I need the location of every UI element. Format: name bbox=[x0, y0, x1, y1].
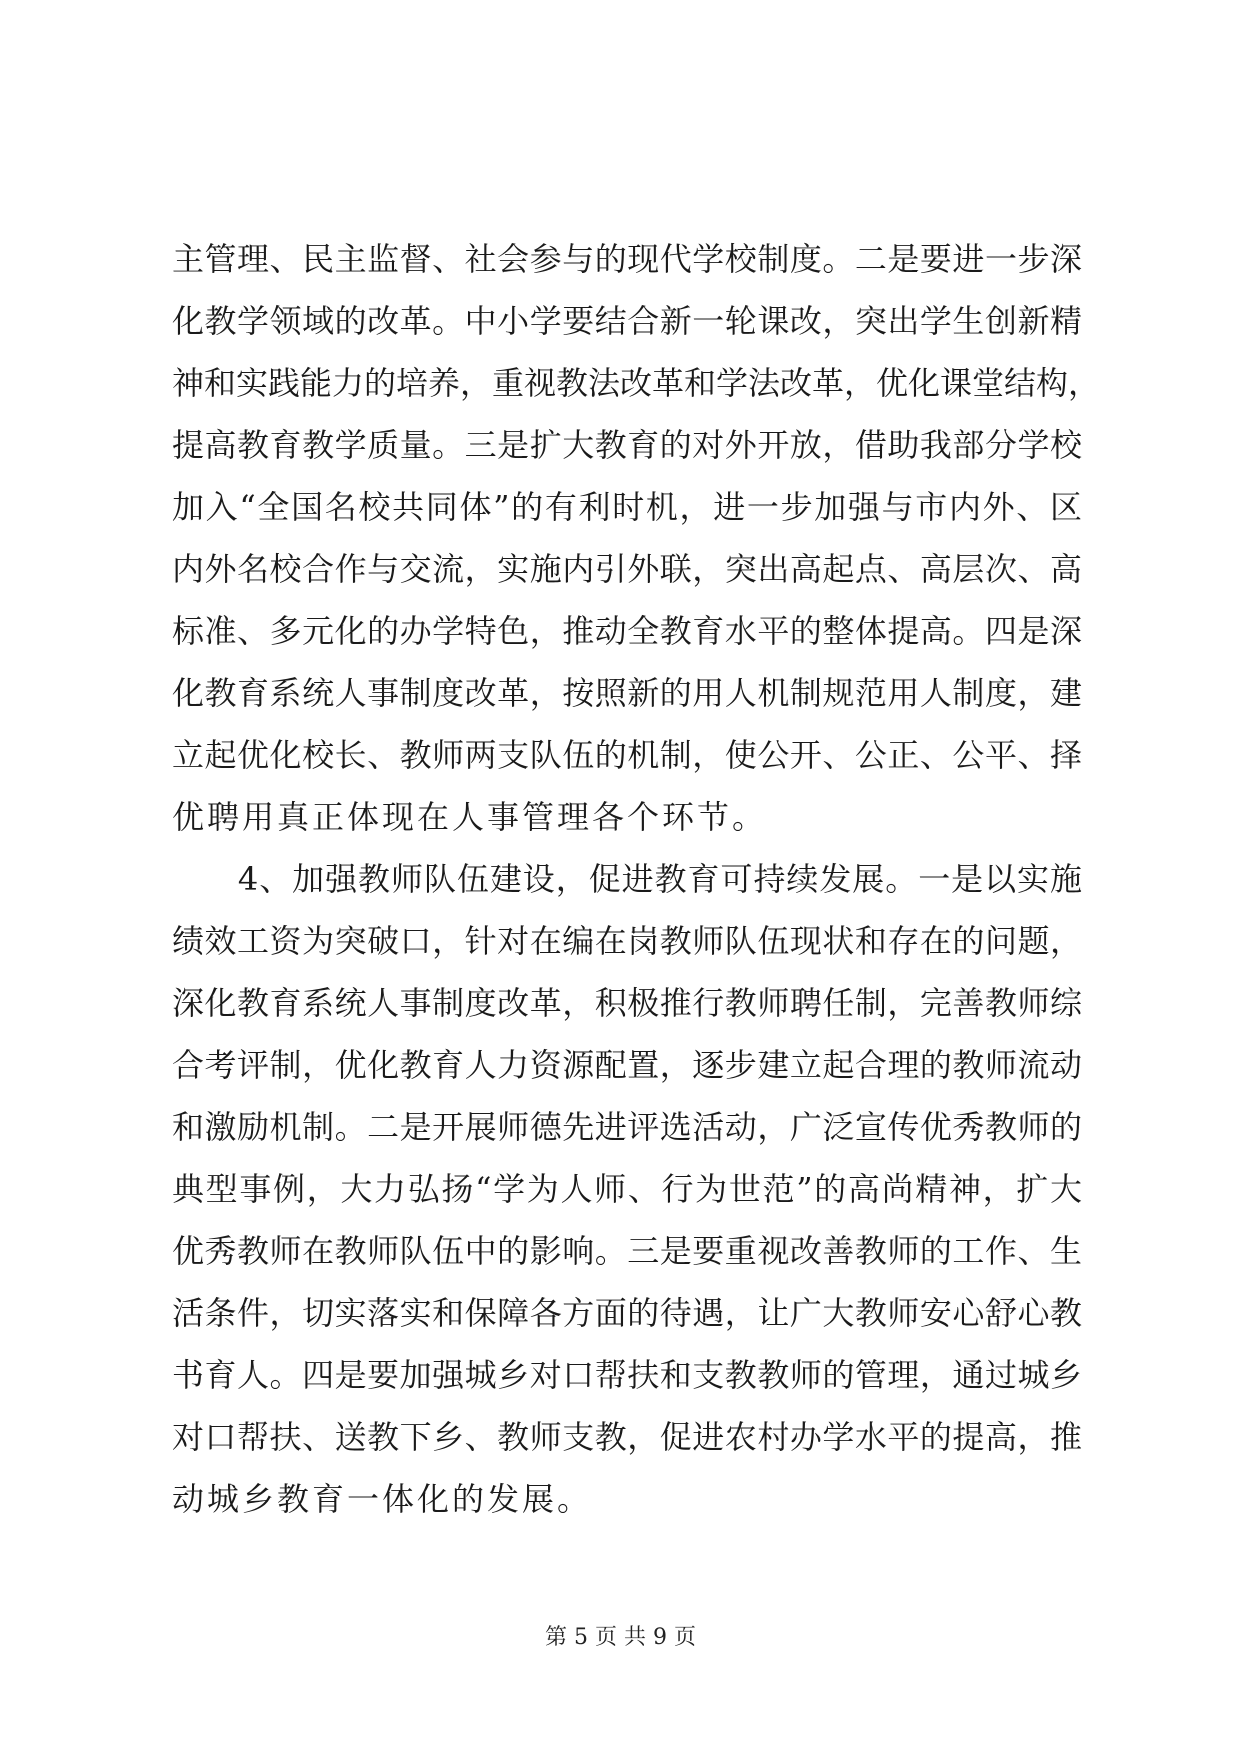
text-line: 主管理、民主监督、社会参与的现代学校制度。二是要进一步深 bbox=[172, 240, 1082, 278]
text-line: 深化教育系统人事制度改革，积极推行教师聘任制，完善教师综 bbox=[172, 984, 1082, 1022]
text-line: 提高教育教学质量。三是扩大教育的对外开放，借助我部分学校 bbox=[172, 426, 1082, 464]
text-line: 4、加强教师队伍建设，促进教育可持续发展。一是以实施 bbox=[172, 860, 1082, 898]
text-line: 优秀教师在教师队伍中的影响。三是要重视改善教师的工作、生 bbox=[172, 1232, 1082, 1270]
text-line: 化教育系统人事制度改革，按照新的用人机制规范用人制度，建 bbox=[172, 674, 1082, 712]
text-line: 化教学领域的改革。中小学要结合新一轮课改，突出学生创新精 bbox=[172, 302, 1082, 340]
text-line: 活条件，切实落实和保障各方面的待遇，让广大教师安心舒心教 bbox=[172, 1294, 1082, 1332]
text-line: 对口帮扶、送教下乡、教师支教，促进农村办学水平的提高，推 bbox=[172, 1418, 1082, 1456]
text-line: 加入“全国名校共同体”的有利时机，进一步加强与市内外、区 bbox=[172, 488, 1082, 526]
text-line: 动城乡教育一体化的发展。 bbox=[172, 1480, 593, 1518]
document-body bbox=[172, 228, 1101, 1530]
paragraph-1 bbox=[172, 228, 1101, 848]
text-line: 立起优化校长、教师两支队伍的机制，使公开、公正、公平、择 bbox=[172, 736, 1082, 774]
text-line: 典型事例，大力弘扬“学为人师、行为世范”的高尚精神，扩大 bbox=[172, 1170, 1082, 1208]
text-line: 内外名校合作与交流，实施内引外联，突出高起点、高层次、高 bbox=[172, 550, 1082, 588]
text-line: 神和实践能力的培养，重视教法改革和学法改革，优化课堂结构， bbox=[172, 364, 1101, 402]
text-line: 书育人。四是要加强城乡对口帮扶和支教教师的管理，通过城乡 bbox=[172, 1356, 1082, 1394]
text-line: 优聘用真正体现在人事管理各个环节。 bbox=[172, 798, 768, 836]
text-line: 合考评制，优化教育人力资源配置，逐步建立起合理的教师流动 bbox=[172, 1046, 1082, 1084]
text-line: 和激励机制。二是开展师德先进评选活动，广泛宣传优秀教师的 bbox=[172, 1108, 1082, 1146]
paragraph-2 bbox=[172, 848, 1082, 1530]
page-number-footer: 第 5 页 共 9 页 bbox=[545, 1625, 696, 1650]
text-line: 绩效工资为突破口，针对在编在岗教师队伍现状和存在的问题， bbox=[172, 922, 1082, 960]
text-line: 标准、多元化的办学特色，推动全教育水平的整体提高。四是深 bbox=[172, 612, 1082, 650]
